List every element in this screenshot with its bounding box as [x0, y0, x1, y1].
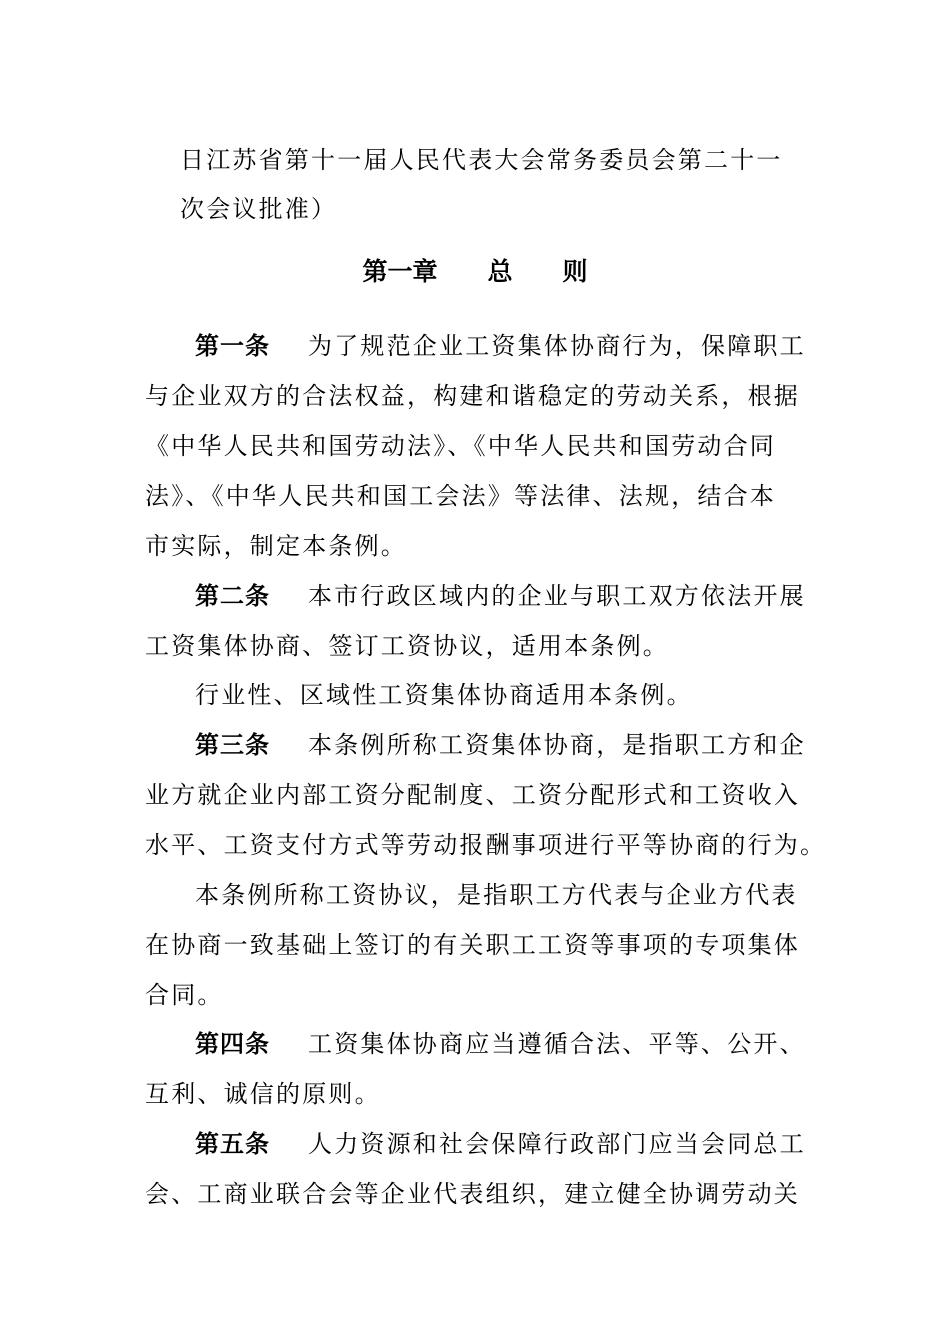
- article-3-line-1: [195, 730, 806, 760]
- article-4-label: 第四条: [195, 1030, 270, 1058]
- article-3-paragraph-2-line-3: 合同。: [145, 981, 224, 1009]
- article-1-line-2: 与企业双方的合法权益，构建和谐稳定的劳动关系，根据: [145, 382, 800, 410]
- article-5-label: 第五条: [195, 1130, 270, 1158]
- article-1-text-1: 为了规范企业工资集体协商行为，保障职工: [308, 332, 806, 360]
- article-4-text-1: 工资集体协商应当遵循合法、平等、公开、: [308, 1030, 806, 1058]
- article-1-line-1: [195, 331, 806, 361]
- article-4-line-1: [195, 1029, 806, 1059]
- article-2-line-2: 工资集体协商、签订工资协议，适用本条例。: [145, 632, 669, 660]
- article-3-line-2: 业方就企业内部工资分配制度、工资分配形式和工资收入: [145, 781, 800, 809]
- article-1-line-4: 法》、《中华人民共和国工会法》等法律、法规，结合本: [145, 482, 776, 510]
- article-2-paragraph-2: 行业性、区域性工资集体协商适用本条例。: [195, 681, 693, 709]
- article-1-line-5: 市实际，制定本条例。: [145, 532, 407, 560]
- article-2-text-1: 本市行政区域内的企业与职工双方依法开展: [308, 582, 806, 610]
- article-2-label: 第二条: [195, 582, 270, 610]
- chapter-title: 第一章 总 则: [362, 257, 588, 286]
- article-4-line-2: 互利、诚信的原则。: [145, 1080, 381, 1108]
- article-5-text-1: 人力资源和社会保障行政部门应当会同总工: [308, 1130, 806, 1158]
- article-2-line-1: [195, 581, 806, 611]
- article-5-line-2: 会、工商业联合会等企业代表组织，建立健全协调劳动关: [145, 1180, 800, 1208]
- article-1-label: 第一条: [195, 332, 270, 360]
- article-3-paragraph-2-line-1: 本条例所称工资协议，是指职工方代表与企业方代表: [195, 881, 798, 909]
- article-3-label: 第三条: [195, 731, 270, 759]
- header-note-line-2: 次会议批准）: [180, 195, 338, 223]
- article-3-text-1: 本条例所称工资集体协商，是指职工方和企: [308, 731, 806, 759]
- article-1-line-3: 《中华人民共和国劳动法》、《中华人民共和国劳动合同: [145, 432, 776, 460]
- header-note-line-1: 日江苏省第十一届人民代表大会常务委员会第二十一: [180, 146, 783, 174]
- article-3-line-3: 水平、工资支付方式等劳动报酬事项进行平等协商的行为。: [145, 831, 827, 859]
- article-3-paragraph-2-line-2: 在协商一致基础上签订的有关职工工资等事项的专项集体: [145, 931, 800, 959]
- article-5-line-1: [195, 1129, 806, 1159]
